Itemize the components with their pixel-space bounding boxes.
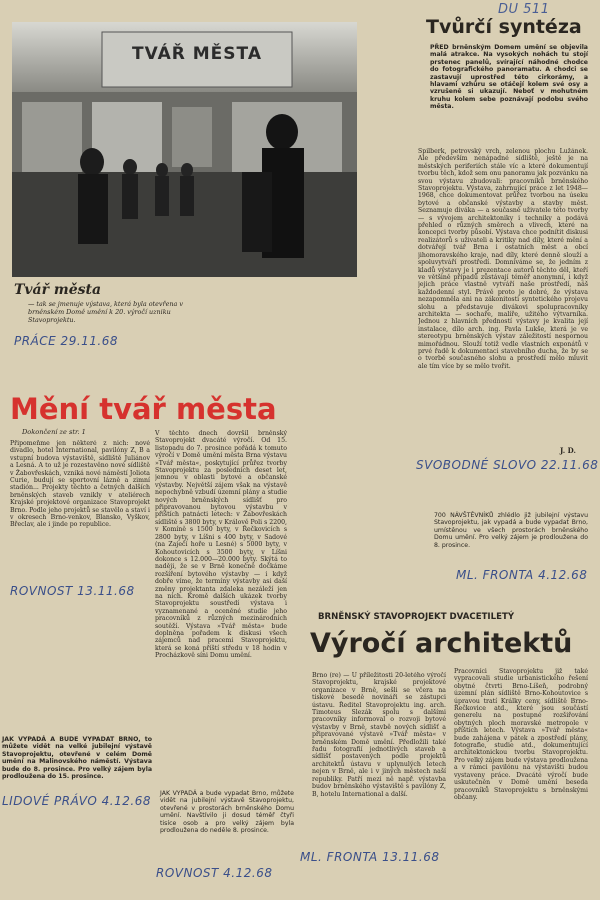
vyroci-column-2: Pracovníci Stavoprojektu již také vypracovali studie urbanistického řešení obytné čtvrti Brno-Líšeň, podrobný územní plán sídliště Brno-Kohoutovice s úpravou tratí Králky ceny, sídliště Brno-Řečkovice atd., které jsou součástí generelu na postupné rozšiřování obytných ploch moravské metropole v příštích letech. Výstava »Tvář města« bude zahájena v pátek a zpostředí plány, fotografie, studie atd., dokumentující architektonickou tvorbu Stavoprojektu. Pro velký zájem bude výstava prodloužena a v rámci pavilónu na výstavišti budou vystaveny práce. Dvacáté výročí bude uskutečněn v Domě umění beseda pracovníků Stavoprojektu s brněnskými občany. [454, 668, 588, 801]
archive-number: DU 511 [498, 2, 550, 17]
meni-title: Mění tvář města [10, 392, 277, 426]
synteza-lead: PŘED brněnským Domem umění se objevila malá atrakce. Na vysokých nohách tu stojí prstenec panelů, svírající náhodné chodce do fotografického panoramatu. A chodci se zastavují uprostřed této cirkorámy, a hlavami vzhůru se otáčejí kolem své osy a vzrušeně si ukazují. Neboť v mohutném kruhu kolem sebe poznávají podobu svého města. [430, 44, 588, 111]
meni-source: ROVNOST 13.11.68 [10, 584, 135, 598]
synteza-source: SVOBODNÉ SLOVO 22.11.68 [416, 458, 599, 472]
exhibition-photo [12, 22, 357, 277]
photo-source: PRÁCE 29.11.68 [14, 334, 118, 348]
vyroci-source: ML. FRONTA 13.11.68 [300, 850, 440, 864]
photo-caption: — tak se jmenuje výstava, která byla otevřena v brněnském Domě umění k 20. výročí uzniku Stavoprojektu. [28, 300, 183, 324]
jak2-text: JAK VYPADÁ a bude vypadat Brno, můžete vidět na jubilejní výstavě Stavoprojektu, otevřené v prostorách brněnského Domu umění. Navštívilo ji dosud téměř čtyři tisíce osob a pro velký zájem byla prodloužena do neděle 8. prosince. [160, 790, 294, 835]
vyroci-column-1: Brno (re) — U příležitosti 20-letého výročí Stavoprojektu, krajské projektové organizace v Brně, sešli se včera na tiskové besedě novináři se zástupci ústavu. Ředitel Stavoprojektu ing. arch. Timoteus Slezák spolu s dalšími pracovníky informoval o rozvoji bytové výstavby v Brně, stavbě nových sídlišť a připravované výstavě »Tvář města« v brněnském Domě umění. Předložili také řadu fotografií jednotlivých staveb a sídlišť postavených podle projektů architektů ústavu v uplynulých letech nejen v Brně, ale i v jiných městech naší republiky. Patří mezi ně např. výstavba budov brněnského výstaviště s pavilóny Z, B, hotelu International a další. [312, 672, 446, 798]
navstevniku-source: ML. FRONTA 4.12.68 [456, 568, 588, 582]
vyroci-kicker: BRNĚNSKÝ STAVOPROJEKT DVACETILETÝ [318, 612, 515, 622]
jak1-text: JAK VYPADÁ A BUDE VYPADAT BRNO, to můžete vidět na velké jubilejní výstavě Stavoprojektu, otevřené v celém Domě umění na Malinovského náměstí. Výstava bude do 8. prosince. Pro velký zájem byla prodloužena do 15. prosince. [2, 736, 152, 781]
exhibition-sign: TVÁŘ MĚSTA [132, 44, 262, 64]
synteza-signature: J. D. [560, 446, 576, 455]
synteza-title: Tvůrčí syntéza [426, 16, 582, 38]
meni-column-2: V těchto dnech dovršil brněnský Stavoprojekt dvacáté výročí. Od 15. listopadu do 7. prosince pořádá k tomuto výročí v Domě umění města Brna výstavu »Tvář města«, poskytující průřez tvorby Stavoprojektu za posledních deset let, jemnou v oblasti bytové a občanské výstavby. Největší zájem však na výstavě nepochybně vzbudí územní plány a studie nových brněnských sídlišť pro připravovanou bytovou výstavbu v příštích patnácti letech: v Žabovřeskách sídliště s 3800 byty, v Králově Poli s 2200, v Komíně s 1500 byty, v Řečkovicích s 2800 byty, v Líšni s 400 byty, v Sadové (na Zaječí hoře u Lesné) s 5000 byty, v Kohoutovicích s 3500 byty, v Líšni dokonce s 12.000—20.000 byty. Skýtá to naději, že se v Brně konečně dočkáme rozšíření bytového výstavby — i když dobře víme, že termíny výstavby asi daší změny projektanta zdaleka nezáleží jen na nich. Kromě dalších ukázek tvorby Stavoprojektu soustředí výstava i vyznamenané a oceněné studie jeho pracovníků z různých mezinárodních soutěží. Výstava »Tvář města« bude doplněna pořadem k diskusi všech zájemců nad pracemi Stavoprojektu, která se koná příští středu v 18 hodin v Procházkově síni Domu umění. [155, 430, 287, 660]
jak2-source: ROVNOST 4.12.68 [156, 866, 273, 880]
photo-heading: Tvář města [14, 282, 102, 298]
vyroci-title: Výročí architektů [310, 628, 573, 659]
synteza-body: Špilberk, petrovský vrch, zelenou plochu Lužánek. Ale především nenápadné sídliště, ještě je na městských periferiích stále víc a které dokumentují tvorbu těch, kdož sem onu panoramu jak pozvánku na svou výstavu zbudovali: pracovníků brněnského Stavoprojektu. Výstava, zahrnující práce z let 1948—1968, chce dokumentovat průřez tvorbou na úseku bytové a občanské výstavby a stavby měst. Seznamuje diváka — a současně uživatele této tvorby — s vývojem architektoniky i techniky a podává přehled o různých směrech a vlivech, které na koncepci tvorby působí. Výstava chce podnítit diskusi realizátorů s uživateli a kritiky nad díly, které mění a dotvářejí tvář Brna i ostatních měst a obcí jihomoravského kraje, nad díly, které denně slouží a spoluvytváří prostředí. Domníváme se, že jedním z kladů výstavy je i prezentace autorů těchto děl, kteří ve většině případů zůstávají téměř anonymní, i když jejich práce vlastně vytváří naše prostředí, náš každodenní styl. Právě proto je dobré, že výstava nezapomněla ani na zákonitosti syntetického projevu slohu a představuje divákovi spolupracovníky architekta — sochaře, malíře, užitého výtvarníka. Jednou z hlavních předností výstavy je kvalita její instalace, dílo arch. ing. Pavla Lukše, která je ve stereotypu brněnských výstav záležitostí nespornou mimořádnou. Slouží totiž vedle vlastních exponátů v prvé řadě k dokumentaci stavebního ducha, že by se o tvorbě současného slohu a prostředí mělo mluvit ale tím více by se mělo tvořit. [418, 148, 588, 370]
meni-dokonceni: Dokončení ze str. 1 [22, 428, 86, 436]
meni-column-1: Připomeňme jen některé z nich: nové divadlo, hotel International, pavilóny Z, B a vstupní budova výstaviště, sídliště Juliánov a Lesná. A to už je rozestavěno nové sídliště v Žabovřeskách, vzniká nové náměstí Joliota Curie, budují se sportovní lázně a zimní stadión... Projekty těchto a četných dalších brněnských staveb vznikly v ateliérech Krajské projektové organizace Stavoprojekt Brno. Podle jeho projektů se stavělo a staví i v okresech Brno-venkov, Blansko, Vyškov, Břeclav, ale i jinde po republice. [10, 440, 150, 529]
navstevniku-text: 700 NÁVŠTĚVNÍKŮ zhlédlo již jubilejní výstavu Stavoprojektu, jak vypadá a bude vypadat Brno, umístěnou ve všech prostorách brněnského Domu umění. Pro velký zájem je prodloužena do 8. prosince. [434, 512, 588, 549]
jak1-source: LIDOVÉ PRÁVO 4.12.68 [2, 794, 151, 808]
